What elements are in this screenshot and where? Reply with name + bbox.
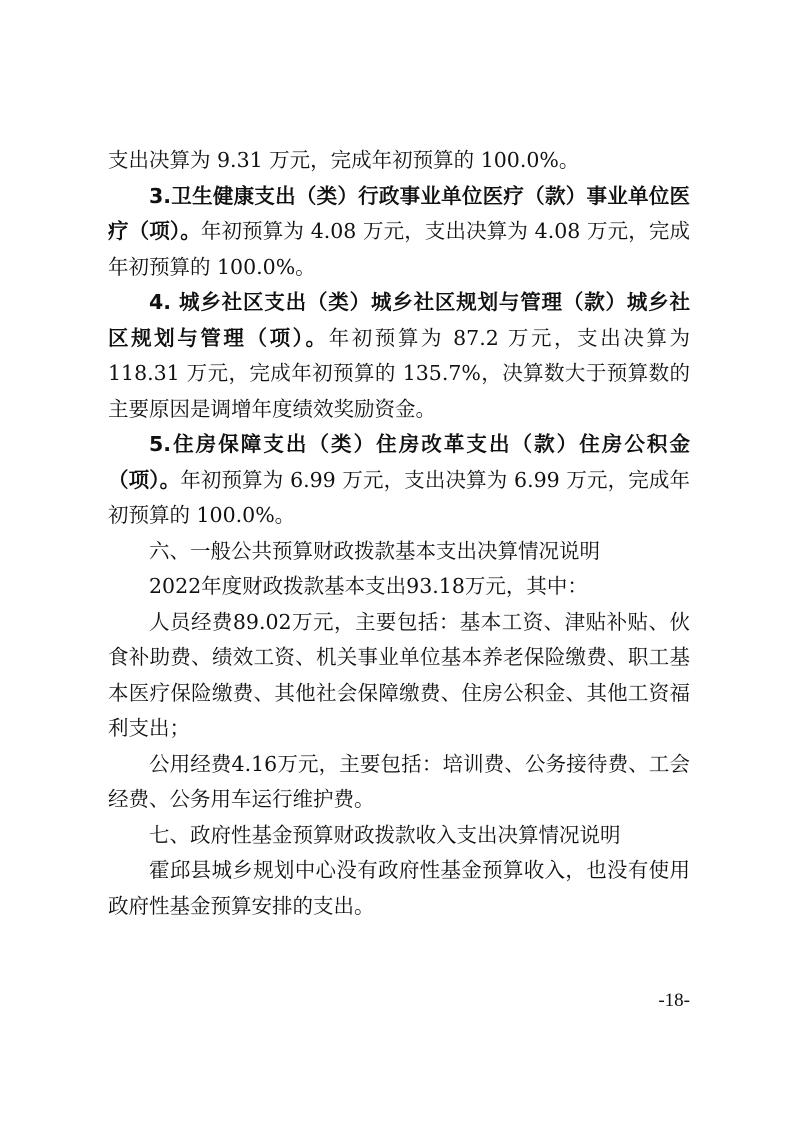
- paragraph-community-expenditure: [108, 285, 690, 427]
- paragraph-text: 年初预算为 4.08 万元，支出决算为 4.08 万元，完成年初预算的 100.0%。: [108, 219, 690, 279]
- paragraph-health-expenditure: [108, 179, 690, 286]
- paragraph-heading-bold: 4. 城乡社区支出（类）城乡社区规划与管理（款）城乡社区规划与管理（项）。: [108, 290, 690, 350]
- section-heading-six: 六、一般公共预算财政拨款基本支出决算情况说明: [149, 538, 600, 563]
- paragraph-text: 年初预算为 87.2 万元，支出决算为 118.31 万元，完成年初预算的 135.7%，决算数大于预算数的主要原因是调增年度绩效奖励资金。: [108, 325, 690, 421]
- paragraph-government-fund: 霍邱县城乡规划中心没有政府性基金预算收入，也没有使用政府性基金预算安排的支出。: [108, 858, 690, 918]
- paragraph-text: 年初预算为 6.99 万元，支出决算为 6.99 万元，完成年初预算的 100.0%。: [108, 467, 691, 527]
- paragraph-housing-expenditure: [108, 427, 690, 534]
- document-body: [108, 143, 690, 924]
- page-number: -18-: [658, 990, 690, 1011]
- paragraph-basic-expenditure: 2022年度财政拨款基本支出93.18万元，其中：: [149, 574, 588, 598]
- paragraph-continuation: [108, 143, 690, 179]
- paragraph-public-expenses: 公用经费4.16万元，主要包括：培训费、公务接待费、工会经费、公务用车运行维护费。: [108, 751, 690, 811]
- paragraph-heading-bold: 3.卫生健康支出（类）行政事业单位医疗（款）事业单位医疗（项）。: [108, 183, 690, 243]
- paragraph-heading-bold: 5.住房保障支出（类）住房改革支出（款）住房公积金（项）。: [108, 432, 690, 492]
- paragraph-text: 支出决算为 9.31 万元，完成年初预算的 100.0%。: [108, 148, 580, 172]
- section-heading-seven: 七、政府性基金预算财政拨款收入支出决算情况说明: [149, 822, 621, 847]
- paragraph-personnel-expenses: 人员经费89.02万元，主要包括：基本工资、津贴补贴、伙食补助费、绩效工资、机关事业单位基本养老保险缴费、职工基本医疗保险缴费、其他社会保障缴费、住房公积金、其他工资福利支出；: [108, 609, 690, 740]
